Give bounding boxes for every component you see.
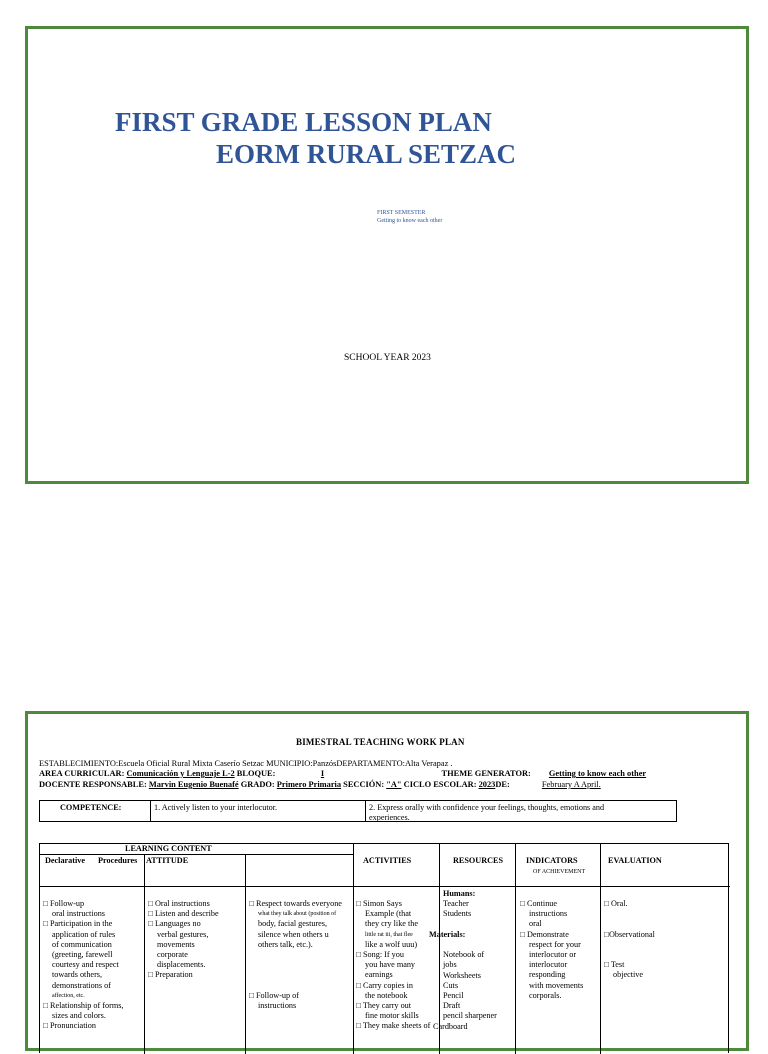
list-item: □ Test (604, 960, 625, 970)
activities-header: ACTIVITIES (363, 856, 412, 865)
list-item: (greeting, farewell (52, 950, 113, 960)
cover-title-line1: FIRST GRADE LESSON PLAN (115, 107, 492, 137)
list-item: □ Song: If you (356, 950, 404, 960)
list-item: Draft (443, 1001, 461, 1011)
list-item: □Observational (604, 929, 655, 939)
list-item: interlocutor (529, 960, 568, 970)
list-item: □ They make sheets of (356, 1021, 431, 1031)
list-item: verbal gestures, (157, 929, 209, 939)
list-item (604, 919, 728, 929)
competence-table (39, 800, 677, 822)
docente-line (39, 780, 601, 789)
list-item: demonstrations of (52, 980, 111, 990)
list-item: Cardboard (433, 1021, 468, 1031)
list-item: jobs (443, 960, 457, 970)
attitude-header: ATTITUDE (146, 856, 189, 865)
list-item: pencil sharpener (443, 1011, 497, 1021)
ciclo-value: 2023 (478, 780, 496, 789)
establishment-line: ESTABLECIMIENTO:Escuela Oficial Rural Mixta Caserío Setzac MUNICIPIO:PanzósDEPARTAMENTO:Alta Verapaz . (39, 759, 453, 768)
list-item: silence when others u (258, 929, 329, 939)
bloque-label: BLOQUE: (236, 769, 276, 778)
resources-content (429, 889, 515, 1032)
area-label: AREA CURRICULAR: (39, 769, 125, 778)
list-item: oral instructions (52, 909, 105, 919)
list-item: displacements. (157, 960, 206, 970)
list-item: □ Carry copies in (356, 980, 414, 990)
list-item: responding (529, 970, 566, 980)
list-item: □ Respect towards everyone (249, 899, 342, 908)
evaluation-header: EVALUATION (608, 856, 662, 865)
cover-page (25, 26, 749, 484)
grado-label: GRADO: (240, 780, 275, 789)
list-item: □ Follow-up of (249, 990, 299, 1000)
list-item: like a wolf uuu) (365, 939, 418, 949)
list-item (249, 950, 352, 960)
list-item: respect for your (529, 939, 581, 949)
list-item: Cuts (443, 980, 459, 990)
list-item: little rat iii, that flee (365, 931, 413, 938)
list-item: application of rules (52, 929, 116, 939)
list-item (249, 960, 352, 970)
learning-table (39, 843, 729, 1053)
list-item: □ Pronunciation (43, 1021, 96, 1031)
declarative-content (43, 899, 143, 1032)
list-item: interlocutor or (529, 950, 577, 960)
list-item: fine motor skills (365, 1011, 419, 1021)
indicators-subheader: OF ACHIEVEMENT (533, 869, 586, 875)
plan-title: BIMESTRAL TEACHING WORK PLAN (296, 737, 465, 747)
procedures-header: Procedures (98, 856, 138, 865)
list-item (604, 950, 728, 960)
competence-item-2-line2: experiences. (369, 813, 410, 822)
docente-label: DOCENTE RESPONSABLE: (39, 780, 147, 789)
bloque-value: I (320, 769, 325, 778)
docente-value: Marvin Eugenio Buenafé (148, 780, 239, 789)
list-item (443, 940, 515, 950)
list-item: of communication (52, 939, 112, 949)
competence-label: COMPETENCE: (60, 803, 122, 812)
list-item: corporals. (529, 990, 562, 1000)
list-item: what they talk about (position of (258, 911, 337, 918)
semester-label: FIRST SEMESTER (377, 210, 426, 216)
list-item: oral (529, 919, 542, 929)
school-year: SCHOOL YEAR 2023 (344, 353, 431, 363)
list-item (443, 920, 515, 930)
semester-subtitle: Getting to know each other (377, 218, 443, 224)
list-item: □ Languages no (148, 919, 201, 929)
list-item: instructions (529, 909, 568, 919)
list-item: □ Preparation (148, 970, 193, 980)
indicators-header: INDICATORS (526, 856, 578, 865)
de-value: February A April. (541, 780, 601, 789)
list-item: they cry like the (365, 919, 418, 929)
list-item (604, 909, 728, 919)
list-item: □ Oral. (604, 899, 628, 908)
area-line (39, 769, 646, 778)
seccion-value: "A" (386, 780, 402, 789)
list-item: □ Simon Says (356, 899, 402, 908)
ciclo-label: CICLO ESCOLAR: (403, 780, 477, 789)
list-item: Students (443, 909, 472, 919)
theme-label: THEME GENERATOR: (441, 769, 531, 778)
list-item: corporate (157, 950, 188, 960)
attitude-content (249, 899, 352, 1011)
work-plan-page (25, 711, 749, 1051)
list-item: with movements (529, 980, 584, 990)
list-item: □ Listen and describe (148, 909, 219, 919)
list-item: objective (613, 970, 644, 980)
list-item: courtesy and respect (52, 960, 119, 970)
list-item: □ Continue (520, 899, 558, 908)
list-item: towards others, (52, 970, 103, 980)
list-item: sizes and colors. (52, 1011, 106, 1021)
list-item: □ Follow-up (43, 899, 85, 908)
list-item: □ Oral instructions (148, 899, 210, 908)
competence-item-1: 1. Actively listen to your interlocutor. (154, 803, 278, 812)
list-item: Materials: (429, 929, 466, 939)
list-item: Worksheets (443, 970, 481, 980)
area-value: Comunicación y Lenguaje L-2 (126, 769, 235, 778)
list-item: Example (that (365, 909, 412, 919)
list-item (249, 970, 352, 980)
de-label: DE: (495, 780, 510, 789)
procedures-content (148, 899, 244, 981)
list-item: Humans: (443, 889, 476, 898)
list-item: body, facial gestures, (258, 919, 328, 929)
list-item (604, 940, 728, 950)
cover-title-line2: EORM RURAL SETZAC (216, 139, 517, 169)
list-item: movements (157, 939, 195, 949)
list-item: Teacher (443, 899, 469, 909)
learning-content-header: LEARNING CONTENT (125, 844, 212, 853)
competence-item-2-line1: 2. Express orally with confidence your feelings, thoughts, emotions and (369, 803, 605, 812)
list-item: you have many (365, 960, 416, 970)
list-item: earnings (365, 970, 393, 980)
seccion-label: SECCIÓN: (343, 780, 385, 789)
list-item: □ Demonstrate (520, 929, 569, 939)
list-item: others talk, etc.). (258, 939, 313, 949)
list-item (249, 981, 352, 991)
list-item: affection, etc. (52, 992, 85, 999)
resources-header: RESOURCES (453, 856, 504, 865)
theme-value: Getting to know each other (548, 769, 647, 778)
indicators-content (520, 899, 600, 1001)
list-item: □ They carry out (356, 1001, 412, 1011)
declarative-header: Declarative (45, 856, 86, 865)
list-item: □ Relationship of forms, (43, 1001, 124, 1011)
evaluation-content (604, 899, 728, 981)
activities-content (356, 899, 438, 1032)
list-item: the notebook (365, 990, 408, 1000)
list-item: □ Participation in the (43, 919, 113, 929)
list-item: Notebook of (443, 950, 485, 960)
grado-value: Primero Primaria (276, 780, 342, 789)
list-item: Pencil (443, 991, 464, 1001)
list-item: instructions (258, 1001, 297, 1011)
